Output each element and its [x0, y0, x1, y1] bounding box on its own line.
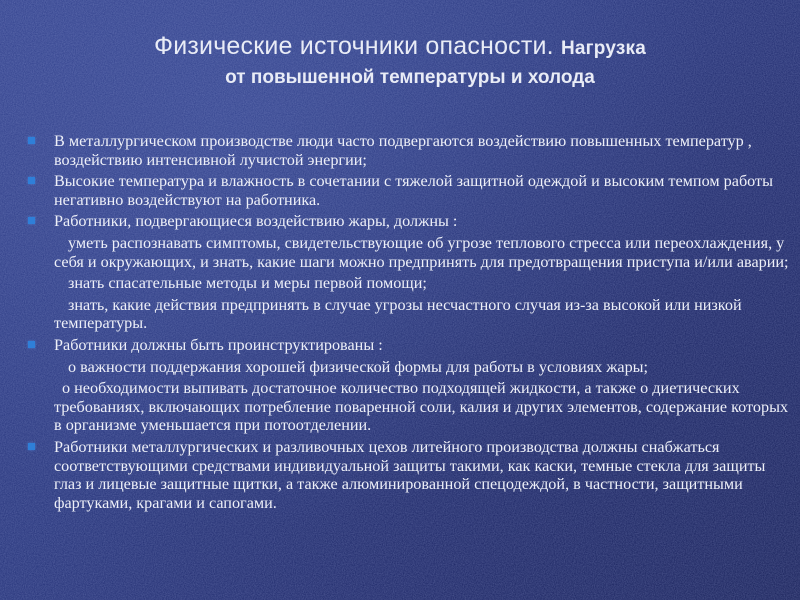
- bullet-text: Высокие температура и влажность в сочетании с тяжелой защитной одеждой и высоким темпом работы негативно воздействуют на работника.: [54, 172, 774, 209]
- sub-item: знать, какие действия предпринять в случае угрозы несчастного случая из-за высокой или низкой температуры.: [54, 295, 742, 333]
- sub-item: уметь распознавать симптомы, свидетельствующие об угрозе теплового стресса или переохлаждения, у себя и окружающих, и знать, какие шаги можно предпринять для предотвращения приступа и/или аварии;: [54, 233, 789, 271]
- square-bullet-icon: [28, 443, 35, 450]
- sub-item: знать спасательные методы и меры первой помощи;: [68, 274, 427, 293]
- bullet-item: [28, 212, 792, 231]
- bullet-text: В металлургическом производстве люди часто подвергаются воздействию повышенных температур , воздействию интенсивной лучистой энергии;: [54, 132, 752, 169]
- title-main: Физические источники опасности.: [154, 32, 554, 60]
- title-bold-part: Нагрузка: [560, 38, 646, 59]
- square-bullet-icon: [28, 341, 35, 348]
- bullet-item: [28, 172, 792, 209]
- sub-item: о важности поддержания хорошей физической формы для работы в условиях жары;: [68, 357, 649, 376]
- title-line-2: от повышенной температуры и холода: [225, 67, 595, 88]
- square-bullet-icon: [28, 177, 35, 184]
- bullet-text: Работники металлургических и разливочных цехов литейного производства должны снабжаться соответствующими средствами индивидуальной защиты такими, как каски, темные стекла для защиты глаз и лицевые защитные щитки, а также алюминированной спецодеждой, в частности, защитными фартуками, крагами и сапогами.: [54, 437, 766, 512]
- bullet-item: [28, 336, 792, 355]
- bullet-text: Работники, подвергающиеся воздействию жары, должны :: [54, 212, 458, 231]
- sub-item: о необходимости выпивать достаточное количество подходящей жидкости, а также о диетических требованиях, включающих потребление поваренной соли, калия и других элементов, содержание которых в организме уменьшается при потоотделении.: [54, 379, 789, 435]
- square-bullet-icon: [28, 217, 35, 224]
- bullet-item: [28, 132, 792, 169]
- slide-content: [28, 132, 792, 515]
- bullet-text: Работники должны быть проинструктированы :: [54, 335, 383, 354]
- square-bullet-icon: [28, 137, 35, 144]
- bullet-item: [28, 438, 792, 512]
- title-line-1: [0, 30, 800, 65]
- slide-title: [0, 30, 800, 91]
